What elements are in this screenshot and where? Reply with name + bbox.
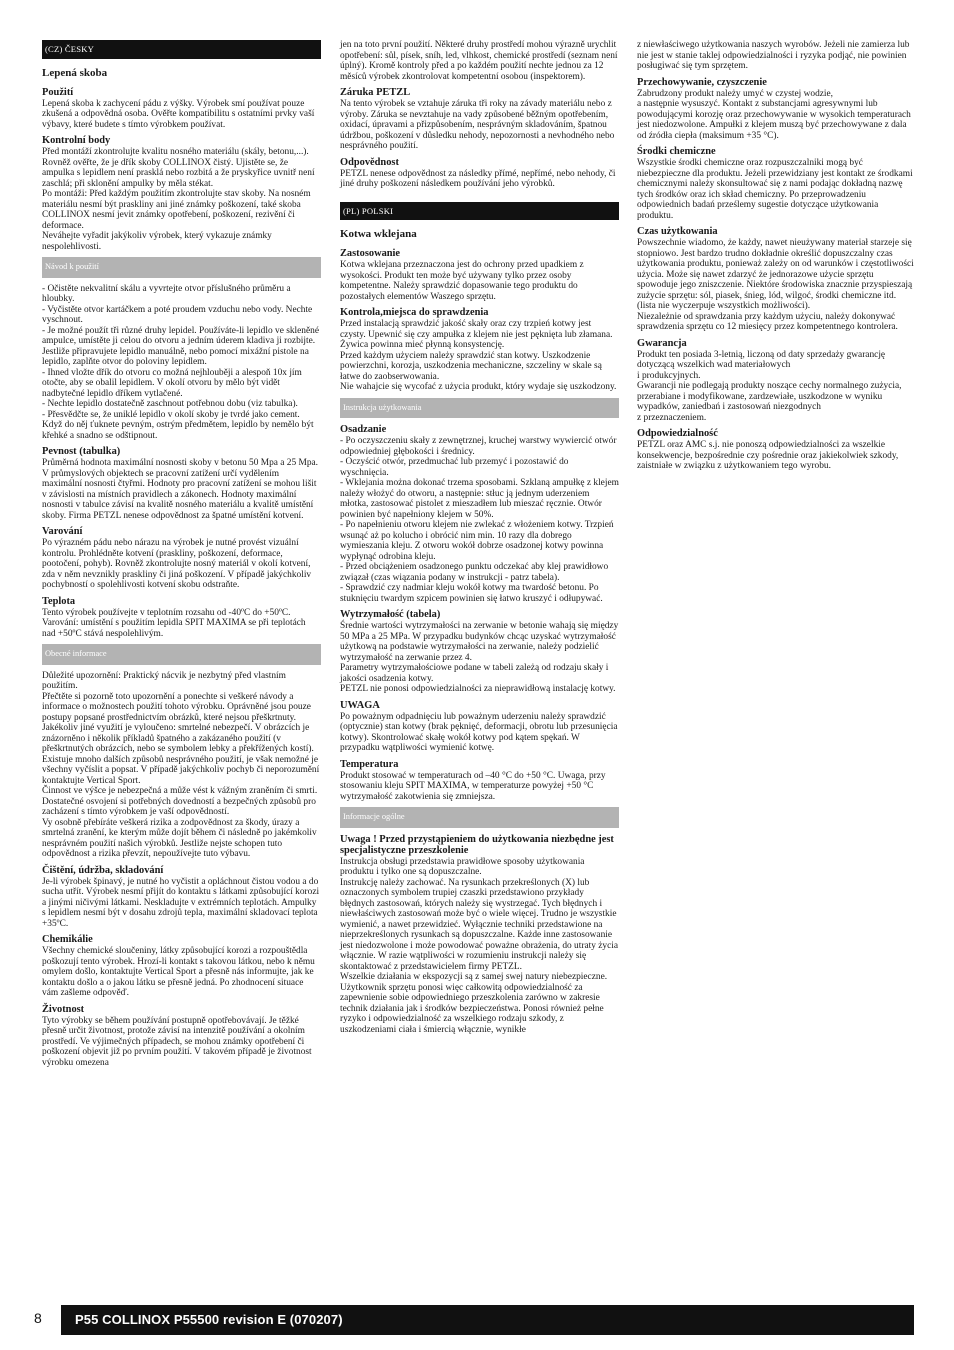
section-header-cz: (CZ) ČESKY	[42, 40, 321, 59]
section-header-pl: (PL) POLSKI	[340, 202, 619, 221]
heading-chemicals-cz: Chemikálie	[42, 934, 93, 945]
text-training-cont-pl: z niewłaściwego użytkowania naszych wyrobów. Jeżeli nie zamierza lub nie jest w stanie taklej odpowiedzialności i ryzyka podjąć, nie powinien posługiwać się tym sprzętem.	[637, 40, 910, 71]
heading-warranty-cz: Záruka PETZL	[340, 87, 411, 98]
text-strength-pl: Średnie wartości wytrzymałości na zerwanie w betonie wahają się między 50 MPa a 25 MPa. W przypadku budynków chcąc uzyskać wytrzymałość użytkową na podstawie wytrzymałości na zerwanie, należy podzielić wytrzymałość na zerwanie przez 4. Parametry wytrzymałościowe podane w tabeli zależą od rodzaju skały i jakości osadzenia kotwy. PETZL nie ponosi odpowiedzialności za nieprawidłową instalację kotwy.	[340, 621, 619, 694]
text-checkpoints: Před montáží zkontrolujte kvalitu nosného materiálu (skály, betonu,...). Rovněž ověřte, že je dřík skoby COLLINOX čistý. Ujistěte se, že ampulka s lepidlem není prasklá nebo rozbitá a že pryskyřice uvnitř není zaschlá; při sklonění ampulky by měla stékat. Po montáži: Před každým použitím zkontrolujte stav skoby. Na nosném materiálu nesmí být praskliny ani jiné známky poškození, také skoba COLLINOX nesmí jevit známky opotřebení, poškození, rezivění či deformace. Neváhejte vyřadit jakýkoliv výrobek, který vykazuje známky nespolehlivosti.	[42, 147, 315, 252]
text-lifetime-pl: Powszechnie wiadomo, że każdy, nawet nieużywany materiał starzeje się stopniowo. Jest bardzo trudno dokładnie określić dopuszczalny czas użytkowania produktu, ponieważ zależy on od warunków i częstotliwości użycia. Może się nawet zdarzyć że jednorazowe użycie sprzętu spowoduje jego zniszczenie. Niektóre środowiska znacznie przyspieszają zużycie sprzętu: sól, piasek, śnieg, lód, wilgoć, środki chemiczne itd. (lista nie wyczerpuje wszystkich możliwości). Niezależnie od sprawdzania przy każdym użyciu, należy dokonywać sprawdzenia sprzętu co 12 miesięcy przez kompetentnego kontrolera.	[637, 238, 914, 332]
heading-chemicals-pl: Środki chemiczne	[637, 146, 716, 157]
text-warning-pl: Po poważnym odpadnięciu lub poważnym uderzeniu należy sprawdzić (optycznie) stan kotwy (brak pęknięć, deformacji, obrotu lub przesunięcia kotwy). Skontrolować skałę wokół kotwy pod kątem spękań. W przypadku wątpliwości wymienić kotwę.	[340, 711, 618, 753]
text-chemicals-pl: Wszystkie środki chemiczne oraz rozpuszczalniki mogą być niebezpieczne dla produktu. Jeżeli przewidziany jest kontakt ze środkami chemicznymi należy skonsultować się z nami podając dokładną nazwę tych środków oraz ich skład chemiczny. Po przeprowadzeniu odpowiednich badań prześlemy sugestie dotyczące użytkowania produktu.	[637, 158, 913, 221]
text-instructions-cz: - Očistěte nekvalitní skálu a vyvrtejte otvor příslušného průměru a hloubky. - Vyčistěte otvor kartáčkem a poté proudem vzduchu nebo vody. Nechte vyschnout. - Je možné použít tři různé druhy lepidel. Používáte-li lepidlo ve skleněné ampulce, umístěte ji celou do otvoru a jedním úderem kladiva ji rozbijte. Jestliže připravujete lepidlo manuálně, nebo pomocí mixážní pistole na lepidlo, zaplňte otvor do poloviny lepidlem. - Ihned vložte dřík do otvoru co možná nejhlouběji a alespoň 10x jím otočte, aby se obalil lepidlem. V okolí otvoru by mělo být vidět nadbytečné lepidlo dříkem vytlačené. - Nechte lepidlo dostatečně zaschnout potřebnou dobu (viz tabulka). - Přesvědčte se, že uniklé lepidlo v okolí skoby je tvrdé jako cement. Když do něj ťuknete pevným, ostrým předmětem, lepidlo by nemělo být křehké a snadno se odštipnout.	[42, 283, 319, 441]
heading-strength-pl: Wytrzymałość (tabela)	[340, 609, 441, 620]
text-cleaning-cz: Je-li výrobek špinavý, je nutné ho vyčistit a opláchnout čistou vodou a do sucha utřít. Výrobek nesmí přijít do kontaktu s látkami způsobující korozi a jinými ničivými látkami. Neskladujte v extrémních teplotách. Ampulky s lepidlem nesmí být v dosahu zdrojů tepla, maximální skladovací teplota +35ºC.	[42, 876, 320, 929]
text-warranty-cz: Na tento výrobek se vztahuje záruka tři roky na závady materiálu nebo z výroby. Záruka se nevztahuje na vady způsobené běžným opotřebením, oxidací, úpravami a přizpůsobením, nesprávným skladováním, špatnou údržbou, poškození v důsledku nehody, nepozornosti a nevhodného nebo nesprávného použití.	[340, 99, 615, 151]
heading-cleaning-cz: Čištění, údržba, skladování	[42, 864, 164, 876]
heading-warning-cz: Varování	[42, 526, 83, 537]
text-general-cz: Důležité upozornění: Praktický nácvik je nezbytný před vlastním použitím. Přečtěte si pozorně toto upozornění a ponechte si veškeré návody a informace o možnostech použití tohoto výrobku. Oprávněné jsou pouze postupy popsané prostřednictvím obrázků, které nejsou přeškrtnuty. Jakékoliv jiné využití je vyloučeno: smrtelné nebezpečí. V obrázcích je znázorněno i několik příkladů špatného a zakázaného použití (v přeškrtnutých obrázcích, nebo se symbolem lebky a překřížených kostí). Existuje mnoho dalších způsobů nesprávného použití, je však nemožné je všechny vyčíslit a popsat. V případě jakýchkoliv pochyb či neporozumění kontaktujte Vertical Sport. Činnost ve výšce je nebezpečná a může vést k vážným zraněním či smrti. Dostatečné osvojení si potřebných dovedností a bezpečných způsobů pro zacházení s tímto výrobkem je vaší odpovědností. Vy osobně přebíráte veškerá rizika a zodpovědnost za škody, úrazy a smrtelná zranění, ke kterým může dojít během či následně po jakémkoliv nesprávném použití našich výrobků. Jestliže nejste schopen tuto odpovědnost a rizika převzít, nepoužívejte tuto výbavu.	[42, 670, 320, 859]
heading-warning-pl: UWAGA	[340, 699, 380, 711]
text-lifetime-cz: Tyto výrobky se během používání postupně opotřebovávají. Je těžké přesně určit životnost, protože závisí na intenzitě používání a okolním prostředí. Ve výjimečných případech, se mohou známky opotřebení či poškození objevit již po prvním použití. V takovém případě je životnost výrobku omezena	[42, 1015, 312, 1068]
text-liability-pl: PETZL oraz AMC s.j. nie ponoszą odpowiedzialności za wszelkie konsekwencje, bezpośrednie czy pośrednie oraz jakiekolwiek szkody, zaistniałe w związku z użytkowaniem tego wyrobu.	[637, 440, 899, 471]
column-middle	[340, 40, 619, 1035]
text-storage-pl: Zabrudzony produkt należy umyć w czystej wodzie, a następnie wysuszyć. Kontakt z substancjami agresywnymi lub powodującymi korozję oraz przechowywanie w wysokich temperaturach jest niedozwolone. Ampułki z klejem muszą być przechowywane z dala od źródła ciepła (maksimum +35 °C).	[637, 88, 911, 141]
page-footer	[0, 1305, 954, 1335]
text-warranty-pl: Produkt ten posiada 3-letnią, liczoną od daty sprzedaży gwarancję dotyczącą wszelkich wad materiałowych i produkcyjnych. Gwarancji nie podlegają produkty noszące cechy normalnego zużycia, przerabiane i modyfikowane, zardzewiałe, uszkodzone w wyniku wypadków, zaniedbań i zastosowań niezgodnych z przeznaczeniem.	[637, 349, 902, 423]
heading-storage-pl: Przechowywanie, czyszczenie	[637, 76, 767, 88]
band-general-pl: Informacje ogólne	[340, 807, 619, 828]
text-liability-cz: PETZL nenese odpovědnost za následky přímé, nepřímé, nebo nehody, či jiné druhy poškození následkem používání jeho výrobků.	[340, 168, 616, 189]
heading-use-pl: Zastosowanie	[340, 248, 401, 259]
text-temperature-pl: Produkt stosować w temperaturach od –40 °C do +50 °C. Uwaga, przy stosowaniu kleju SPIT MAXIMA, w temperaturze powyżej +50 °C wytrzymałość zakotwienia się zmniejsza.	[340, 770, 606, 802]
heading-checkpoints: Kontrolní body	[42, 135, 111, 146]
heading-training-pl: Uwaga ! Przed przystąpieniem do użytkowania niezbędne jest specjalistyczne przeszkolenie	[340, 833, 614, 856]
band-general-cz: Obecné informace	[42, 644, 321, 665]
heading-lifetime-cz: Životnost	[42, 1003, 85, 1015]
product-title-pl: Kotwa wklejana	[340, 228, 417, 240]
heading-strength-cz: Pevnost (tabulka)	[42, 446, 121, 457]
column-czech	[42, 40, 321, 1068]
text-warning-cz: Po výrazném pádu nebo nárazu na výrobek je nutné provést vizuální kontrolu. Prohlédněte kotvení (praskliny, poškození, deformace, pootočení, pohyb). Rovněž zkontrolujte nosný materiál v okolí kotvení, zda v něm nevznikly praskliny či jiná poškození. V případě jakýchkoliv pochybností o spolehlivosti kotvení skobu odstraňte.	[42, 538, 312, 590]
heading-temperature-cz: Teplota	[42, 595, 76, 607]
band-instructions-pl: Instrukcja użytkowania	[340, 398, 619, 419]
heading-liability-cz: Odpovědnost	[340, 156, 399, 168]
text-lifetime-cont-cz: jen na toto první použití. Některé druhy prostředí mohou výrazně urychlit opotřebení: sůl, písek, sníh, led, vlhkost, chemické prostředí (seznam není úplný). Kromě kontroly před a po každém použití nechte jednou za 12 měsíců výrobek zkontrolovat kompetentní osobou (inspektorem).	[340, 40, 618, 82]
heading-liability-pl: Odpowiedzialność	[637, 428, 718, 439]
heading-lifetime-pl: Czas użytkowania	[637, 226, 718, 237]
text-check-pl: Przed instalacją sprawdzić jakość skały oraz czy trzpień kotwy jest czysty. Upewnić się czy ampułka z klejem nie jest pęknięta lub złamana. Żywica powinna mieć płynną konsystencję. Przed każdym użyciem należy sprawdzić stan kotwy. Uszkodzenie powierzchni, korozja, uszkodzenia mechaniczne, szczeliny w skale są łatwe do zaobserwowania. Nie wahajcie się wycofać z użycia produkt, który wydaje się uszkodzony.	[340, 319, 617, 392]
text-use-pl: Kotwa wklejana przeznaczona jest do ochrony przed upadkiem z wysokości. Produkt ten może być używany tylko przez osoby kompetentne. Należy sprawdzić dopasowanie tego produktu do pozostałych elementów Waszego sprzętu.	[340, 260, 584, 302]
heading-use: Použití	[42, 86, 74, 98]
column-polish-cont	[637, 40, 916, 472]
text-chemicals-cz: Všechny chemické sloučeniny, látky způsobující korozi a rozpouštědla poškozují tento výrobek. Hrozí-li kontakt s takovou látkou, nebo k němu omylem došlo, kontaktujte Vertical Sport a přesně nás informujte, jak ke kontaktu došlo a o jakou látku se přesně jedná. Po zhodnocení situace vám zašleme odpověď.	[42, 946, 315, 998]
text-setting-pl: - Po oczyszczeniu skały z zewnętrznej, kruchej warstwy wywiercić otwór odpowiedniej głębokości i średnicy. - Oczyścić otwór, przedmuchać lub przemyć i pozostawić do wyschnięcia. - Wklejania można dokonać trzema sposobami. Szklaną ampułkę z klejem należy włożyć do otworu, a następnie: stłuc ją jednym uderzeniem młotka, zastosować pistolet z mieszadłem lub mieszać ręcznie. Otwór powinien być napełniony klejem w 50%. - Po napełnieniu otworu klejem nie zwlekać z włożeniem kotwy. Trzpień wsunąć aż po kolucho i obrócić nim min. 10 razy dla dobrego wymieszania kleju. Z otworu wokół dobrze osadzonej kotwy powinna wypłynąć odrobina kleju. - Przed obciążeniem osadzonego punktu odczekać aby klej prawidłowo związał (czas wiązania podany w instrukcji - patrz tabela). - Sprawdzić czy nadmiar kleju wokół kotwy ma twardość betonu. Po stuknięciu twardym szpicem powinien się łatwo kruszyć i odłupywać.	[340, 436, 619, 604]
footer-bar: P55 COLLINOX P55500 revision E (070207)	[61, 1305, 914, 1335]
text-use: Lepená skoba k zachycení pádu z výšky. Výrobek smí používat pouze zkušená a odpovědná osoba. Ověřte kompatibilitu s ostatními prvky vaší výbavy, které budete s tímto výrobkem používat.	[42, 98, 315, 130]
text-temperature-cz: Tento výrobek používejte v teplotním rozsahu od -40ºC do +50ºC. Varování: umístění s použitím lepidla SPIT MAXIMA se při teplotách nad +50ºC stává nespolehlivým.	[42, 607, 306, 639]
page-number: 8	[34, 1310, 42, 1326]
heading-temperature-pl: Temperatura	[340, 758, 399, 770]
band-instructions-cz: Návod k použití	[42, 257, 321, 278]
product-title-cz: Lepená skoba	[42, 66, 108, 79]
text-training-pl: Instrukcja obsługi przedstawia prawidłowe sposoby użytkowania produktu i tylko one są dopuszczalne. Instrukcję należy zachować. Na rysunkach przekreślonych (X) lub oznaczonych symbolem trupiej czaszki przedstawiono przykłady błędnych zastosowań, których należy się wystrzegać. Tych błędnych i niewłaściwych zastosowań może być o wiele więcej. Trudno je wszystkie wymienić, a nawet przewidzieć. Wyłącznie techniki przedstawione na nieprzekreślonych rysunkach są dopuszczalne. Każde inne zastosowanie jest niedozwolone i może powodować poważne obrażenia, do utraty życia włącznie. W razie wątpliwości w rozumieniu instrukcji należy się skontaktować z przedstawicielem firmy PETZL. Wszelkie działania w ekspozycji są z samej swej natury niebezpieczne. Użytkownik sprzętu ponosi więc całkowitą odpowiedzialność za zapewnienie sobie odpowiedniego przeszkolenia zarówno w zakresie technik działania jak i środków bezpieczeństwa. Ponosi również pełne ryzyko i odpowiedzialność za wszelkiego rodzaju szkody, z uszkodzeniami ciała i śmiercią włącznie, wynikłe	[340, 856, 619, 1035]
heading-setting-pl: Osadzanie	[340, 424, 387, 435]
heading-warranty-pl: Gwarancja	[637, 337, 687, 349]
heading-check-pl: Kontrola,miejsca do sprawdzenia	[340, 307, 489, 318]
text-strength-cz: Průměrná hodnota maximální nosnosti skoby v betonu 50 Mpa a 25 Mpa. V průmyslových objektech se pracovní zatížení určí vydělením maximální nosnosti čtyřmi. Hodnoty pro pracovní zatížení se mohou lišit v závislosti na místních pravidlech a zákonech. Hodnoty maximální nosnosti v tabulce závisí na kvalitě nosného materiálu a kvalitě umístění skoby. Firma PETZL nenese odpovědnost za špatné umístění kotvení.	[42, 458, 319, 521]
